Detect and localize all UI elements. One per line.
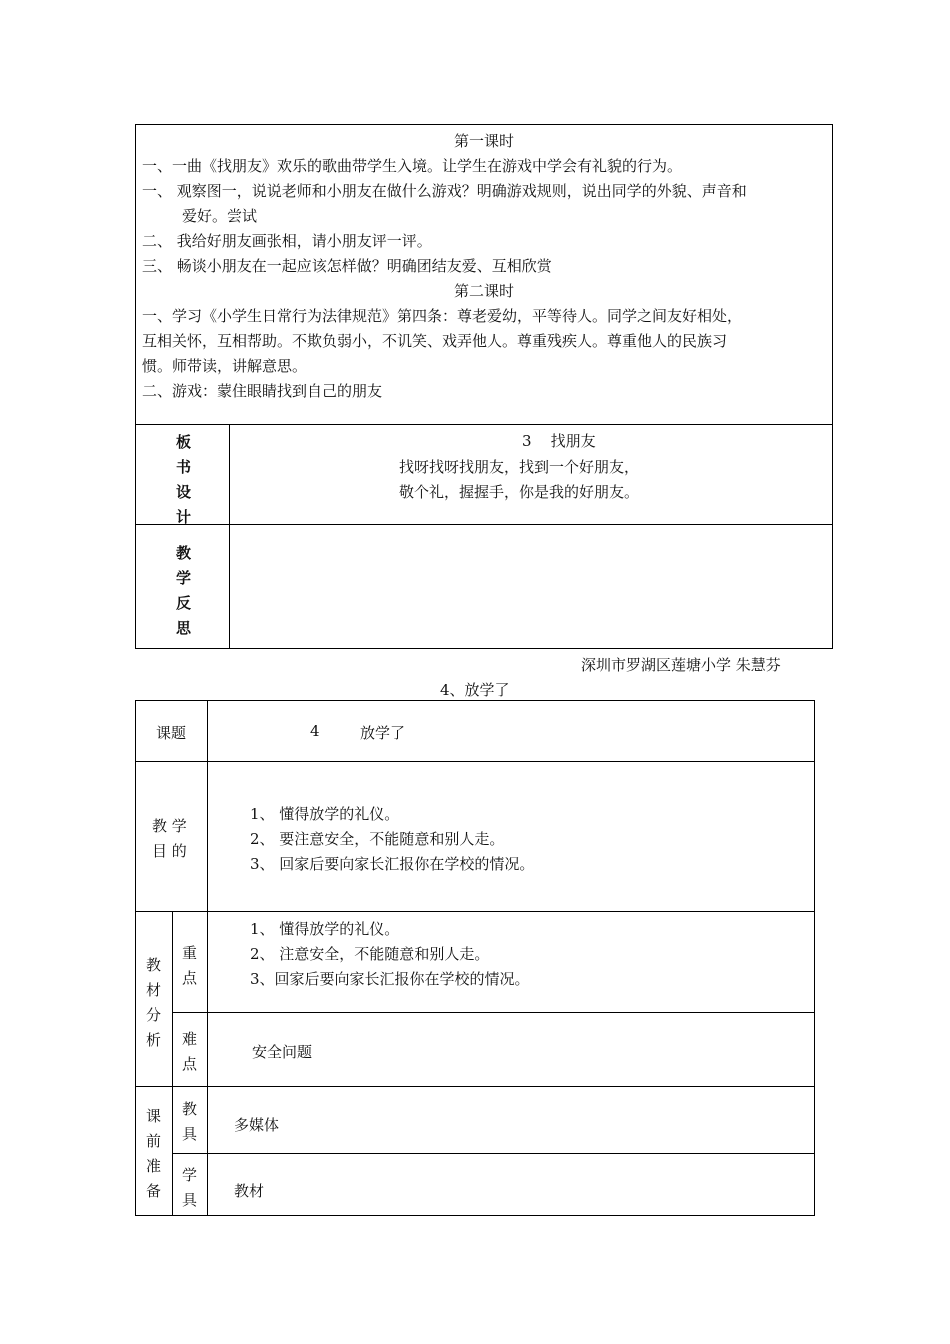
difficulty-text: 安全问题 xyxy=(252,1043,313,1061)
student-tools-text: 教材 xyxy=(234,1182,265,1200)
author-line: 深圳市罗湖区莲塘小学 朱慧芬 xyxy=(581,656,781,674)
period2-item: 一、学习《小学生日常行为法律规范》第四条：尊老爱幼，平等待人。同学之间友好相处， xyxy=(142,307,743,325)
student-tools-label-char: 学 xyxy=(182,1166,198,1184)
teacher-tools-label-char: 教 xyxy=(182,1100,198,1118)
teacher-tools-label-char: 具 xyxy=(182,1125,198,1143)
analysis-label-char: 教 xyxy=(146,956,162,974)
goals-label: 教 学 xyxy=(152,817,187,835)
reflection-label-char: 思 xyxy=(176,619,192,637)
column-divider xyxy=(172,911,173,1215)
key-label-char: 点 xyxy=(182,969,198,987)
prep-label-char: 备 xyxy=(146,1182,162,1200)
period2-item: 惯。师带读，讲解意思。 xyxy=(142,357,308,375)
row-divider xyxy=(136,1086,814,1087)
prep-label-char: 前 xyxy=(146,1132,162,1150)
row-divider xyxy=(136,911,814,912)
goal-item: 1、 懂得放学的礼仪。 xyxy=(250,805,400,823)
topic-number: 4 xyxy=(310,722,320,740)
lesson-plan-table xyxy=(135,124,833,649)
board-label-char: 计 xyxy=(176,508,192,526)
key-point: 3、回家后要向家长汇报你在学校的情况。 xyxy=(250,970,530,988)
teacher-tools-text: 多媒体 xyxy=(234,1116,280,1134)
key-point: 2、 注意安全，不能随意和别人走。 xyxy=(250,945,490,963)
column-divider xyxy=(229,424,230,648)
goals-label: 目 的 xyxy=(152,842,187,860)
period1-item: 一、一曲《找朋友》欢乐的歌曲带学生入境。让学生在游戏中学会有礼貌的行为。 xyxy=(142,157,683,175)
row-divider xyxy=(136,761,814,762)
topic-name: 放学了 xyxy=(360,724,406,742)
period1-item: 二、 我给好朋友画张相，请小朋友评一评。 xyxy=(142,232,432,250)
column-divider xyxy=(207,701,208,1215)
board-label-char: 书 xyxy=(176,458,192,476)
analysis-label-char: 材 xyxy=(146,981,162,999)
board-line: 找呀找呀找朋友，找到一个好朋友， xyxy=(399,458,640,476)
lesson4-table xyxy=(135,700,815,1216)
period1-item: 三、 畅谈小朋友在一起应该怎样做？明确团结友爱、互相欣赏 xyxy=(142,257,552,275)
reflection-label-char: 学 xyxy=(176,569,192,587)
topic-label: 课题 xyxy=(156,724,187,742)
reflection-label-char: 教 xyxy=(176,544,192,562)
period2-item: 二、游戏：蒙住眼睛找到自己的朋友 xyxy=(142,382,383,400)
board-label-char: 板 xyxy=(176,433,192,451)
period1-item: 爱好。尝试 xyxy=(182,207,258,225)
period2-heading: 第二课时 xyxy=(453,282,514,300)
row-divider xyxy=(136,524,832,525)
row-divider xyxy=(172,1012,814,1013)
period1-heading: 第一课时 xyxy=(453,132,514,150)
key-label-char: 重 xyxy=(182,944,198,962)
reflection-label-char: 反 xyxy=(176,594,192,612)
goal-item: 2、 要注意安全，不能随意和别人走。 xyxy=(250,830,505,848)
page-title: 4、放学了 xyxy=(440,681,510,699)
goal-item: 3、 回家后要向家长汇报你在学校的情况。 xyxy=(250,855,535,873)
board-title: 3 找朋友 xyxy=(522,432,596,450)
prep-label-char: 准 xyxy=(146,1157,162,1175)
row-divider xyxy=(172,1153,814,1154)
difficulty-label-char: 点 xyxy=(182,1055,198,1073)
board-line: 敬个礼，握握手，你是我的好朋友。 xyxy=(399,483,640,501)
period1-item: 一、 观察图一，说说老师和小朋友在做什么游戏？明确游戏规则，说出同学的外貌、声音和 xyxy=(142,182,747,200)
board-label-char: 设 xyxy=(176,483,192,501)
prep-label-char: 课 xyxy=(146,1107,162,1125)
student-tools-label-char: 具 xyxy=(182,1191,198,1209)
row-divider xyxy=(136,424,832,425)
analysis-label-char: 析 xyxy=(146,1031,162,1049)
period2-item: 互相关怀，互相帮助。不欺负弱小，不讥笑、戏弄他人。尊重残疾人。尊重他人的民族习 xyxy=(142,332,728,350)
difficulty-label-char: 难 xyxy=(182,1030,198,1048)
analysis-label-char: 分 xyxy=(146,1006,162,1024)
key-point: 1、 懂得放学的礼仪。 xyxy=(250,920,400,938)
